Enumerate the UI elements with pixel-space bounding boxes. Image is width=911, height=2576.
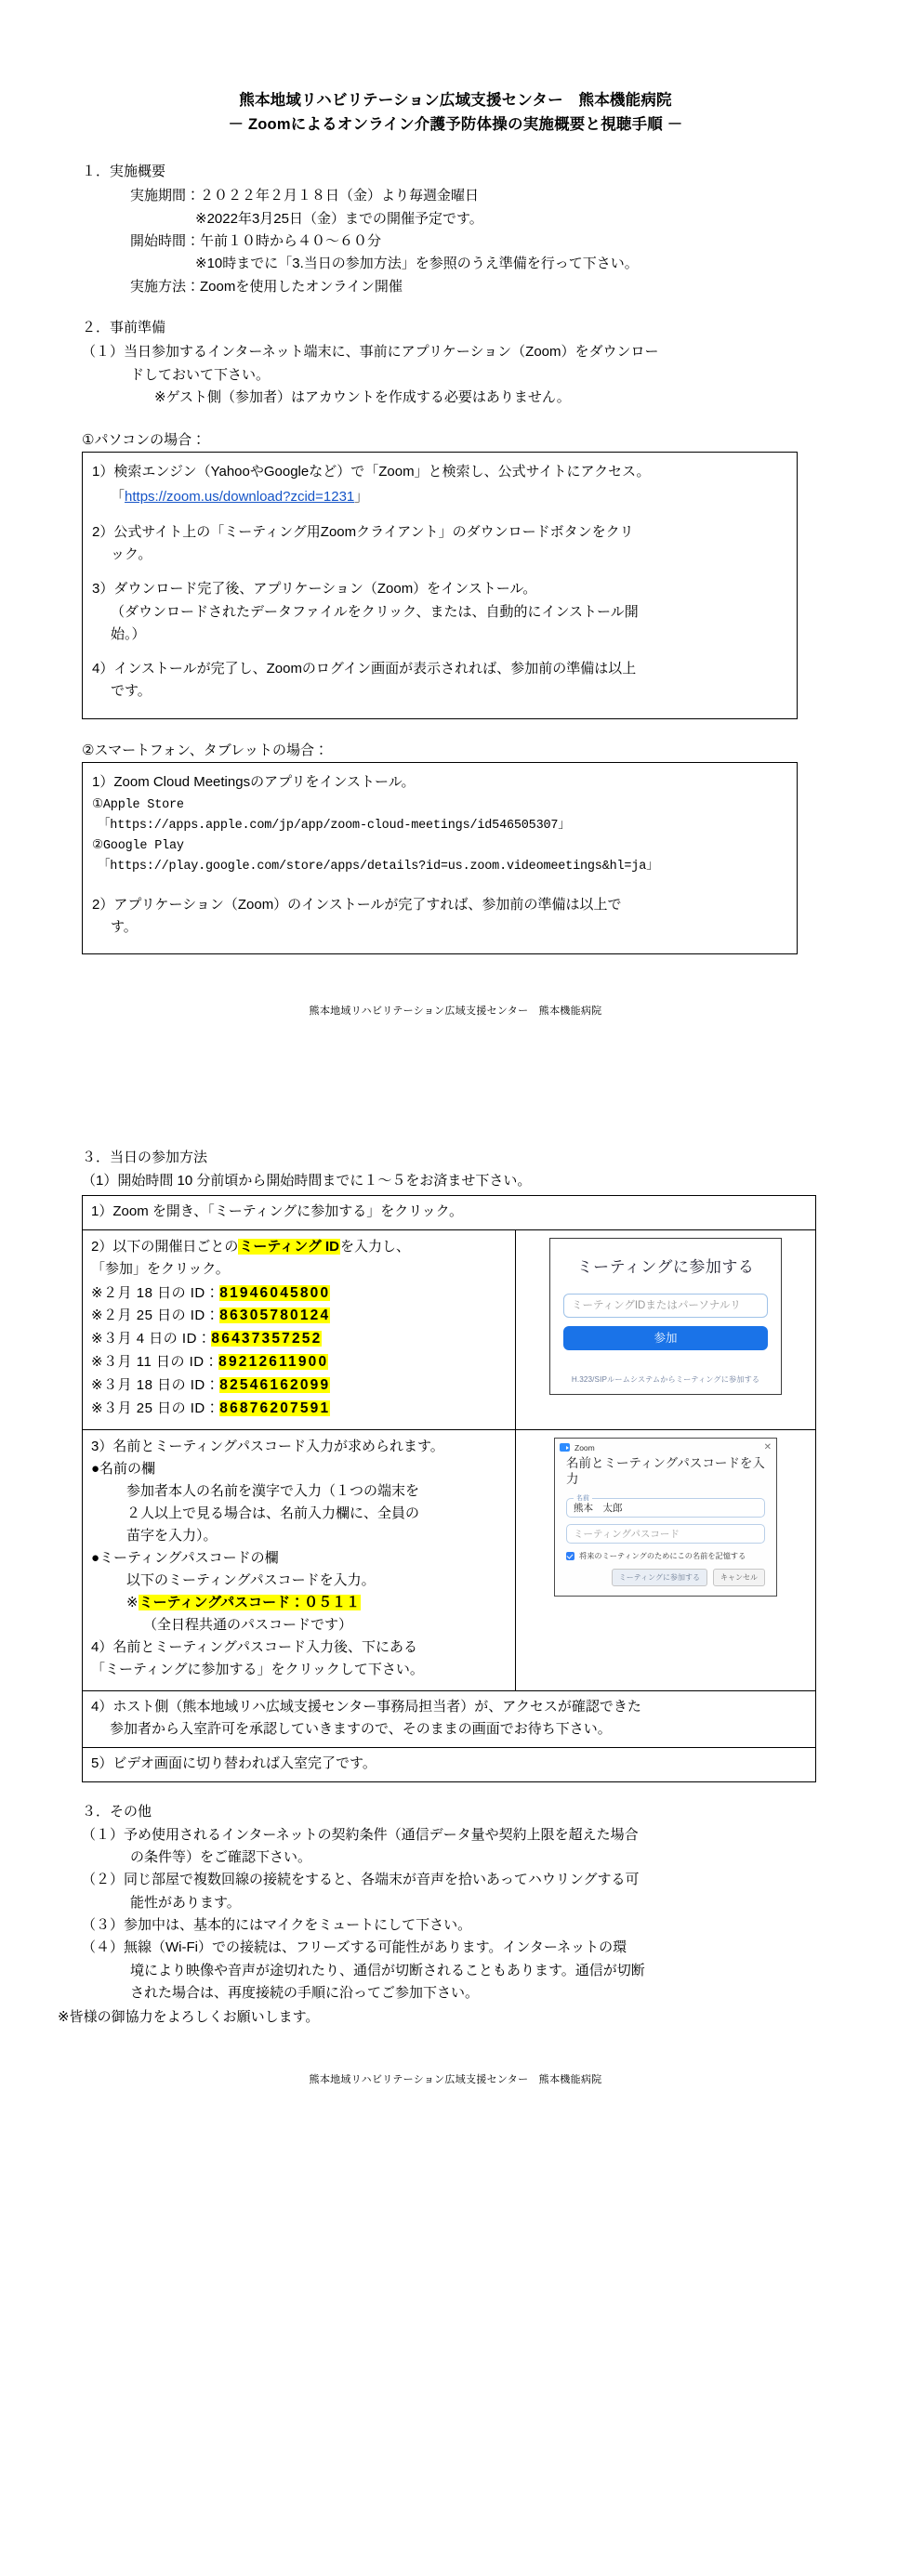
meeting-id-value: 81946045800 <box>219 1284 331 1301</box>
step-3-name-l3: 苗字を入力）。 <box>126 1528 218 1544</box>
mobile-step-2-line2: す。 <box>111 918 138 935</box>
document-page <box>58 0 853 2086</box>
step-5-text: 5）ビデオ画面に切り替われば入室完了です。 <box>91 1755 376 1772</box>
step-3-text-col <box>83 1430 515 1690</box>
zoom-download-link[interactable]: https://zoom.us/download?zcid=1231 <box>125 489 355 506</box>
zoom-dialog-cancel-button[interactable]: キャンセル <box>713 1569 765 1586</box>
section-1-start-note: ※10時までに「3.当日の参加方法」を参照のうえ準備を行って下さい。 <box>195 256 639 272</box>
section-1-period: 実施期間：２０２２年２月１８日（金）より毎週金曜日 <box>130 188 480 204</box>
step-2-line1-post: を入力し、 <box>340 1238 411 1255</box>
mobile-step-1: 1）Zoom Cloud Meetingsのアプリをインストール。 <box>92 773 416 790</box>
zoom-join-title: ミーティングに参加する <box>576 1257 755 1276</box>
zoom-remember-name-checkbox[interactable] <box>566 1551 765 1561</box>
pc-step-3-line3: 始。） <box>111 625 146 642</box>
step-4-upper-line1: 4）名前とミーティングパスコード入力後、下にある <box>91 1639 417 1656</box>
step-3-pass-highlight-row <box>126 1592 508 1614</box>
meeting-id-label: ※２月 18 日の ID： <box>91 1284 220 1301</box>
zoom-passcode-placeholder: ミーティングパスコード <box>574 1529 680 1541</box>
pc-step-1-url-row <box>111 486 787 508</box>
step-2-text-col <box>83 1230 515 1430</box>
section-2-item1-line1: （１）当日参加するインターネット端末に、事前にアプリケーション（Zoom）をダウンロー <box>82 344 659 361</box>
apple-store-label: ①Apple Store <box>92 798 184 813</box>
pass-prefix: ※ <box>126 1595 139 1611</box>
mobile-case-label: ②スマートフォン、タブレットの場合： <box>82 742 328 758</box>
page-1-footer: 熊本地域リハビリテーション広域支援センター 熊本機能病院 <box>309 1005 602 1018</box>
step-3-pass-note: （全日程共通のパスコードです） <box>143 1617 353 1634</box>
other-closing: ※皆様の御協力をよろしくお願いします。 <box>58 2009 320 2026</box>
step-4-line2: 参加者から入室許可を承認していきますので、そのままの画面でお待ち下さい。 <box>110 1721 612 1738</box>
step-3-line1: 3）名前とミーティングパスコード入力が求められます。 <box>91 1439 444 1455</box>
zoom-dialog-join-button[interactable]: ミーティングに参加する <box>612 1569 707 1586</box>
zoom-passcode-screenshot <box>515 1430 815 1690</box>
section-1-heading: １．実施概要 <box>82 164 166 180</box>
section-other <box>58 1801 853 2029</box>
section-3-steps-table <box>82 1195 816 1783</box>
step-2-line1-pre: 2）以下の開催日ごとの <box>91 1238 239 1255</box>
other-1-l2: の条件等）をご確認下さい。 <box>130 1849 312 1866</box>
mobile-step-2-line1: 2）アプリケーション（Zoom）のインストールが完了すれば、参加前の準備は以上で <box>92 896 622 913</box>
meeting-id-value: 86305780124 <box>219 1308 331 1324</box>
zoom-passcode-dialog <box>554 1438 777 1597</box>
section-2-heading: ２．事前準備 <box>82 319 166 335</box>
other-2-l1: （２）同じ部屋で複数回線の接続をすると、各端末が音声を拾いあってハウリングする可 <box>82 1872 640 1888</box>
close-icon[interactable]: ✕ <box>763 1442 772 1453</box>
zoom-dialog-title: 名前とミーティングパスコードを入力 <box>566 1456 765 1487</box>
meeting-id-row <box>91 1328 508 1351</box>
meeting-id-label: ※３月 11 日の ID： <box>91 1354 219 1371</box>
step-5-row <box>82 1748 816 1782</box>
pc-step-2-line2: ック。 <box>111 545 152 562</box>
step-3-name-l1: 参加者本人の名前を漢字で入力（１つの端末を <box>126 1483 420 1500</box>
zoom-remember-label: 将来のミーティングのためにこの名前を記憶する <box>579 1552 746 1561</box>
step-3-pass-l1: 以下のミーティングパスコードを入力。 <box>126 1572 376 1589</box>
section-1-period-note: ※2022年3月25日（金）までの開催予定です。 <box>195 210 483 227</box>
step-3-name-l2: ２人以上で見る場合は、名前入力欄に、全員の <box>126 1505 420 1522</box>
section-2 <box>58 317 853 409</box>
zoom-dialog-body <box>555 1454 776 1596</box>
pc-step-2-line1: 2）公式サイト上の「ミーティング用Zoomクライアント」のダウンロードボタンをクリ <box>92 523 634 540</box>
section-3-heading: ３．当日の参加方法 <box>82 1150 208 1166</box>
quote-close: 」 <box>354 489 369 506</box>
quote-open: 「 <box>111 489 125 506</box>
meeting-id-row <box>91 1305 508 1328</box>
step-3-name-head: ●名前の欄 <box>91 1461 156 1478</box>
title-line-1: 熊本地域リハビリテーション広域支援センター 熊本機能病院 <box>239 92 672 109</box>
pc-step-1: 1）検索エンジン（YahooやGoogleなど）で「Zoom」と検索し、公式サイトにアクセス。 <box>92 464 651 480</box>
meeting-id-label: ※３月 25 日の ID： <box>91 1400 220 1416</box>
section-1 <box>58 161 853 298</box>
mobile-steps-box <box>82 762 798 954</box>
step-2-line2: 「参加」をクリック。 <box>91 1260 230 1277</box>
meeting-id-row <box>91 1351 508 1374</box>
section-3-intro: （1）開始時間 10 分前頃から開始時間までに１～５をお済ませ下さい。 <box>82 1173 532 1189</box>
meeting-passcode-highlight: ミーティングパスコード：０５１１ <box>139 1595 361 1611</box>
section-1-start: 開始時間：午前１０時から４０～６０分 <box>130 233 382 250</box>
step-1-text: 1）Zoom を開き、「ミーティングに参加する」をクリック。 <box>91 1203 464 1219</box>
meeting-id-row <box>91 1282 508 1306</box>
checkbox-checked-icon <box>566 1552 574 1560</box>
pc-case-label: ①パソコンの場合： <box>82 432 206 449</box>
step-3-pass-head: ●ミーティングパスコードの欄 <box>91 1550 279 1567</box>
step-2-line1 <box>91 1236 508 1258</box>
zoom-dialog-buttons <box>566 1569 765 1586</box>
title-line-2: － Zoomによるオンライン介護予防体操の実施概要と視聴手順 － <box>228 115 683 133</box>
section-2-item1-line2: ドしておいて下さい。 <box>130 366 271 383</box>
meeting-id-value: 82546162099 <box>219 1376 331 1393</box>
meeting-id-value: 86437357252 <box>211 1331 323 1347</box>
meeting-id-label: ※２月 25 日の ID： <box>91 1308 220 1324</box>
apple-store-url[interactable]: 「https://apps.apple.com/jp/app/zoom-cloud-meetings/id546505307」 <box>98 818 571 833</box>
meeting-id-row <box>91 1374 508 1398</box>
step-3-row <box>82 1430 816 1691</box>
meeting-id-row <box>91 1398 508 1421</box>
zoom-meeting-id-input[interactable]: ミーティングIDまたはパーソナルリ <box>563 1294 768 1318</box>
section-2-item1-note: ※ゲスト側（参加者）はアカウントを作成する必要はありません。 <box>154 388 571 405</box>
google-play-label: ②Google Play <box>92 838 184 853</box>
zoom-h323-link[interactable]: H.323/SIPルームシステムからミーティングに参加する <box>571 1374 760 1384</box>
meeting-id-label: ※３月 4 日の ID： <box>91 1331 212 1347</box>
zoom-name-field-value: 熊本 太郎 <box>574 1503 623 1515</box>
other-4-l3: された場合は、再度接続の手順に沿ってご参加下さい。 <box>130 1984 480 2001</box>
meeting-id-label: ※３月 18 日の ID： <box>91 1376 220 1393</box>
other-3-l1: （３）参加中は、基本的にはマイクをミュートにして下さい。 <box>82 1916 472 1933</box>
other-1-l1: （１）予め使用されるインターネットの契約条件（通信データ量や契約上限を超えた場合 <box>82 1826 639 1843</box>
zoom-dialog-titlebar <box>555 1439 776 1454</box>
document-title <box>58 0 853 137</box>
other-4-l2: 境により映像や音声が途切れたり、通信が切断されることもあります。通信が切断 <box>130 1962 645 1978</box>
pc-steps-box <box>82 452 798 719</box>
pc-step-4-line1: 4）インストールが完了し、Zoomのログイン画面が表示されれば、参加前の準備は以上 <box>92 661 637 677</box>
zoom-name-field[interactable] <box>566 1495 765 1518</box>
meeting-id-highlight: ミーティング ID <box>239 1238 340 1255</box>
pc-step-3-line2: （ダウンロードされたデータファイルをクリック、または、自動的にインストール開 <box>111 603 639 620</box>
step-4-upper-line2: 「ミーティングに参加する」をクリックして下さい。 <box>91 1662 424 1678</box>
zoom-logo-icon <box>560 1443 570 1452</box>
google-play-url[interactable]: 「https://play.google.com/store/apps/details?id=us.zoom.videomeetings&hl=ja」 <box>98 859 659 874</box>
section-other-heading: ３．その他 <box>82 1804 152 1820</box>
zoom-app-name: Zoom <box>574 1442 595 1452</box>
zoom-name-field-label: 名前 <box>574 1493 592 1503</box>
meeting-id-value: 86876207591 <box>219 1400 331 1416</box>
other-4-l1: （４）無線（Wi-Fi）での接続は、フリーズする可能性があります。インターネットの環 <box>82 1939 627 1956</box>
step-4-row <box>82 1691 816 1748</box>
meeting-id-list <box>91 1282 508 1421</box>
step-2-row <box>82 1230 816 1431</box>
zoom-passcode-field[interactable] <box>566 1524 765 1544</box>
zoom-join-screenshot <box>515 1230 815 1430</box>
page-2-footer: 熊本地域リハビリテーション広域支援センター 熊本機能病院 <box>309 2074 602 2086</box>
meeting-id-value: 89212611900 <box>218 1354 329 1371</box>
zoom-join-button[interactable]: 参加 <box>563 1326 768 1350</box>
other-2-l2: 能性があります。 <box>130 1894 241 1911</box>
zoom-join-card <box>549 1238 782 1395</box>
step-1-row <box>82 1195 816 1230</box>
pc-step-3-line1: 3）ダウンロード完了後、アプリケーション（Zoom）をインストール。 <box>92 581 537 598</box>
section-1-method: 実施方法：Zoomを使用したオンライン開催 <box>130 278 403 295</box>
pc-step-4-line2: です。 <box>111 683 152 700</box>
section-3 <box>58 1147 853 1193</box>
step-4-line1: 4）ホスト側（熊本地域リハ広域支援センター事務局担当者）が、アクセスが確認できた <box>91 1699 641 1715</box>
